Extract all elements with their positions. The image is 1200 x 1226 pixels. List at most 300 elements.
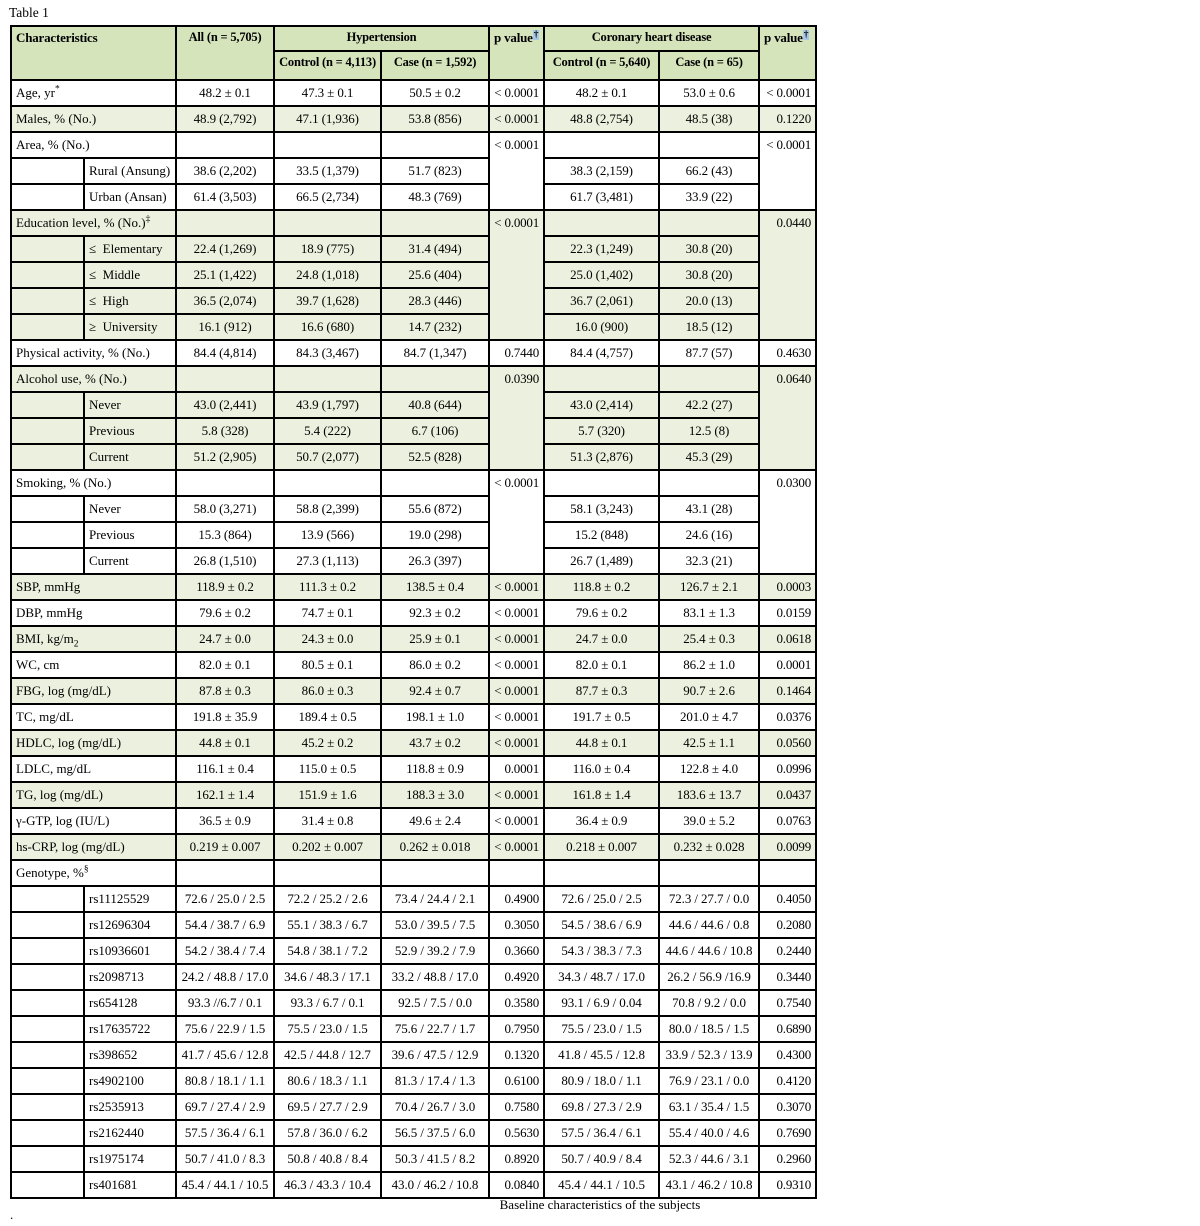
value-cell: 14.7 (232)	[381, 314, 489, 340]
value-cell: 70.4 / 26.7 / 3.0	[381, 1094, 489, 1120]
p-value-cell: 0.0001	[759, 652, 816, 678]
p-value-cell: 0.9310	[759, 1172, 816, 1198]
value-cell: 188.3 ± 3.0	[381, 782, 489, 808]
row-label	[84, 1146, 176, 1172]
table-row	[11, 990, 816, 1016]
value-cell	[659, 470, 759, 496]
value-cell: 45.4 / 44.1 / 10.5	[544, 1172, 659, 1198]
value-cell: 126.7 ± 2.1	[659, 574, 759, 600]
p-value-cell: < 0.0001	[489, 574, 544, 600]
row-label	[11, 132, 176, 158]
value-cell: 33.9 (22)	[659, 184, 759, 210]
value-cell: 30.8 (20)	[659, 262, 759, 288]
row-label-text: LDLC, mg/dL	[16, 761, 92, 776]
indent-cell	[11, 938, 84, 964]
value-cell: 40.8 (644)	[381, 392, 489, 418]
row-label-text: rs2162440	[89, 1125, 144, 1140]
value-cell: 75.5 / 23.0 / 1.5	[544, 1016, 659, 1042]
p-value-cell: < 0.0001	[489, 782, 544, 808]
value-cell: 86.0 ± 0.3	[274, 678, 381, 704]
p-value-cell	[759, 860, 816, 886]
row-label-text: rs2535913	[89, 1099, 144, 1114]
value-cell: 53.8 (856)	[381, 106, 489, 132]
value-cell: 38.3 (2,159)	[544, 158, 659, 184]
value-cell: 118.8 ± 0.9	[381, 756, 489, 782]
p-value-cell: 0.1220	[759, 106, 816, 132]
value-cell: 42.5 / 44.8 / 12.7	[274, 1042, 381, 1068]
p-value-cell: < 0.0001	[489, 678, 544, 704]
value-cell: 45.3 (29)	[659, 444, 759, 470]
value-cell: 48.2 ± 0.1	[544, 80, 659, 106]
value-cell: 5.4 (222)	[274, 418, 381, 444]
value-cell: 191.8 ± 35.9	[176, 704, 274, 730]
value-cell: 183.6 ± 13.7	[659, 782, 759, 808]
value-cell: 50.3 / 41.5 / 8.2	[381, 1146, 489, 1172]
p-value-cell: < 0.0001	[489, 80, 544, 106]
value-cell: 39.0 ± 5.2	[659, 808, 759, 834]
value-cell: 43.1 (28)	[659, 496, 759, 522]
value-cell: 6.7 (106)	[381, 418, 489, 444]
indent-cell	[11, 158, 84, 184]
value-cell: 66.2 (43)	[659, 158, 759, 184]
value-cell: 53.0 ± 0.6	[659, 80, 759, 106]
indent-cell	[11, 1146, 84, 1172]
value-cell: 24.2 / 48.8 / 17.0	[176, 964, 274, 990]
value-cell: 45.4 / 44.1 / 10.5	[176, 1172, 274, 1198]
indent-cell	[11, 1068, 84, 1094]
value-cell: 72.6 / 25.0 / 2.5	[176, 886, 274, 912]
col-header-chd-control: Control (n = 5,640)	[544, 51, 659, 80]
value-cell: 36.7 (2,061)	[544, 288, 659, 314]
p-value-label: p value	[494, 30, 533, 45]
col-header-all: All (n = 5,705)	[176, 26, 274, 80]
value-cell	[544, 366, 659, 392]
row-label	[11, 340, 176, 366]
value-cell: 53.0 / 39.5 / 7.5	[381, 912, 489, 938]
table-row	[11, 496, 816, 522]
table-row	[11, 782, 816, 808]
row-label-text: rs11125529	[89, 891, 150, 906]
value-cell	[274, 470, 381, 496]
value-cell: 79.6 ± 0.2	[176, 600, 274, 626]
row-label	[84, 886, 176, 912]
value-cell: 52.3 / 44.6 / 3.1	[659, 1146, 759, 1172]
row-label-text: hs-CRP, log (mg/dL)	[16, 839, 125, 854]
p-value-cell: < 0.0001	[489, 106, 544, 132]
value-cell: 32.3 (21)	[659, 548, 759, 574]
p-value-cell: 0.2960	[759, 1146, 816, 1172]
row-label	[84, 392, 176, 418]
table-row	[11, 574, 816, 600]
value-cell: 50.7 (2,077)	[274, 444, 381, 470]
row-label	[11, 574, 176, 600]
value-cell: 82.0 ± 0.1	[176, 652, 274, 678]
col-header-hypertension: Hypertension	[274, 26, 489, 51]
row-label-text: Urban (Ansan)	[89, 189, 167, 204]
row-label-text: rs10936601	[89, 943, 151, 958]
table-row	[11, 392, 816, 418]
row-label	[11, 704, 176, 730]
p-value-cell: < 0.0001	[489, 652, 544, 678]
row-label	[11, 730, 176, 756]
value-cell: 12.5 (8)	[659, 418, 759, 444]
value-cell: 80.0 / 18.5 / 1.5	[659, 1016, 759, 1042]
table-row	[11, 860, 816, 886]
value-cell: 55.1 / 38.3 / 6.7	[274, 912, 381, 938]
table-row	[11, 132, 816, 158]
value-cell: 151.9 ± 1.6	[274, 782, 381, 808]
value-cell	[176, 132, 274, 158]
value-cell: 93.3 //6.7 / 0.1	[176, 990, 274, 1016]
table-row	[11, 366, 816, 392]
value-cell: 47.3 ± 0.1	[274, 80, 381, 106]
table-row	[11, 756, 816, 782]
value-cell: 41.8 / 45.5 / 12.8	[544, 1042, 659, 1068]
table-row	[11, 886, 816, 912]
value-cell: 118.9 ± 0.2	[176, 574, 274, 600]
row-label	[84, 496, 176, 522]
value-cell	[544, 132, 659, 158]
value-cell: 44.8 ± 0.1	[176, 730, 274, 756]
p-value-cell: 0.7690	[759, 1120, 816, 1146]
value-cell: 43.9 (1,797)	[274, 392, 381, 418]
indent-cell	[11, 1094, 84, 1120]
p-value-cell: 0.3580	[489, 990, 544, 1016]
value-cell: 72.6 / 25.0 / 2.5	[544, 886, 659, 912]
value-cell: 39.6 / 47.5 / 12.9	[381, 1042, 489, 1068]
row-label	[84, 912, 176, 938]
value-cell: 43.7 ± 0.2	[381, 730, 489, 756]
value-cell	[659, 366, 759, 392]
value-cell: 48.5 (38)	[659, 106, 759, 132]
p-value-cell: 0.0840	[489, 1172, 544, 1198]
p-value-cell: 0.0376	[759, 704, 816, 730]
indent-cell	[11, 184, 84, 210]
value-cell: 25.4 ± 0.3	[659, 626, 759, 652]
value-cell: 84.7 (1,347)	[381, 340, 489, 366]
value-cell: 87.7 (57)	[659, 340, 759, 366]
row-label-text: rs1975174	[89, 1151, 144, 1166]
row-label	[11, 626, 176, 652]
table-row	[11, 1016, 816, 1042]
value-cell: 92.5 / 7.5 / 0.0	[381, 990, 489, 1016]
row-label	[84, 1042, 176, 1068]
row-label	[84, 236, 176, 262]
row-label-text: rs4902100	[89, 1073, 144, 1088]
value-cell: 54.2 / 38.4 / 7.4	[176, 938, 274, 964]
row-label-text: rs2098713	[89, 969, 144, 984]
row-label	[11, 80, 176, 106]
value-cell: 87.8 ± 0.3	[176, 678, 274, 704]
value-cell: 111.3 ± 0.2	[274, 574, 381, 600]
value-cell: 86.0 ± 0.2	[381, 652, 489, 678]
value-cell: 0.202 ± 0.007	[274, 834, 381, 860]
value-cell	[274, 132, 381, 158]
value-cell: 50.7 / 41.0 / 8.3	[176, 1146, 274, 1172]
row-label-text: rs401681	[89, 1177, 138, 1192]
value-cell: 26.3 (397)	[381, 548, 489, 574]
p-value-cell: 0.2080	[759, 912, 816, 938]
value-cell: 13.9 (566)	[274, 522, 381, 548]
value-cell: 56.5 / 37.5 / 6.0	[381, 1120, 489, 1146]
value-cell: 69.5 / 27.7 / 2.9	[274, 1094, 381, 1120]
row-label	[11, 600, 176, 626]
row-label	[84, 444, 176, 470]
row-label	[11, 106, 176, 132]
table-header	[11, 26, 816, 80]
row-label-text: ≤ Middle	[89, 267, 141, 282]
p-value-cell: < 0.0001	[489, 600, 544, 626]
value-cell: 201.0 ± 4.7	[659, 704, 759, 730]
table-row	[11, 288, 816, 314]
indent-cell	[11, 990, 84, 1016]
p-value-cell: 0.0618	[759, 626, 816, 652]
value-cell: 69.8 / 27.3 / 2.9	[544, 1094, 659, 1120]
value-cell: 57.5 / 36.4 / 6.1	[176, 1120, 274, 1146]
value-cell: 61.7 (3,481)	[544, 184, 659, 210]
indent-cell	[11, 522, 84, 548]
value-cell	[659, 860, 759, 886]
p-value-cell: 0.4920	[489, 964, 544, 990]
value-cell: 43.0 (2,414)	[544, 392, 659, 418]
value-cell: 161.8 ± 1.4	[544, 782, 659, 808]
value-cell: 75.5 / 23.0 / 1.5	[274, 1016, 381, 1042]
value-cell: 39.7 (1,628)	[274, 288, 381, 314]
value-cell: 15.2 (848)	[544, 522, 659, 548]
value-cell: 41.7 / 45.6 / 12.8	[176, 1042, 274, 1068]
value-cell: 33.5 (1,379)	[274, 158, 381, 184]
table-caption: Baseline characteristics of the subjects	[499, 1197, 701, 1212]
value-cell: 70.8 / 9.2 / 0.0	[659, 990, 759, 1016]
value-cell: 24.3 ± 0.0	[274, 626, 381, 652]
value-cell: 191.7 ± 0.5	[544, 704, 659, 730]
indent-cell	[11, 288, 84, 314]
value-cell	[381, 210, 489, 236]
row-label	[84, 522, 176, 548]
value-cell: 16.6 (680)	[274, 314, 381, 340]
value-cell: 42.2 (27)	[659, 392, 759, 418]
p-value-cell: 0.4900	[489, 886, 544, 912]
value-cell: 116.0 ± 0.4	[544, 756, 659, 782]
value-cell: 50.8 / 40.8 / 8.4	[274, 1146, 381, 1172]
table-row	[11, 522, 816, 548]
indent-cell	[11, 392, 84, 418]
header-row-1	[11, 26, 816, 51]
value-cell	[176, 470, 274, 496]
value-cell: 48.2 ± 0.1	[176, 80, 274, 106]
p-value-cell: 0.2440	[759, 938, 816, 964]
value-cell: 73.4 / 24.4 / 2.1	[381, 886, 489, 912]
value-cell: 5.8 (328)	[176, 418, 274, 444]
value-cell: 54.8 / 38.1 / 7.2	[274, 938, 381, 964]
value-cell	[381, 132, 489, 158]
value-cell: 84.4 (4,757)	[544, 340, 659, 366]
p-value-cell: < 0.0001	[489, 132, 544, 210]
table-row	[11, 184, 816, 210]
value-cell: 43.0 / 46.2 / 10.8	[381, 1172, 489, 1198]
value-cell: 138.5 ± 0.4	[381, 574, 489, 600]
row-label	[84, 1016, 176, 1042]
indent-cell	[11, 314, 84, 340]
value-cell: 93.1 / 6.9 / 0.04	[544, 990, 659, 1016]
indent-cell	[11, 912, 84, 938]
p-value-cell: < 0.0001	[489, 470, 544, 574]
value-cell: 48.8 (2,754)	[544, 106, 659, 132]
value-cell: 44.6 / 44.6 / 10.8	[659, 938, 759, 964]
p-value-cell: 0.7540	[759, 990, 816, 1016]
value-cell	[274, 210, 381, 236]
col-header-ht-case: Case (n = 1,592)	[381, 51, 489, 80]
value-cell: 34.3 / 48.7 / 17.0	[544, 964, 659, 990]
row-label	[11, 678, 176, 704]
table-row	[11, 938, 816, 964]
value-cell: 92.3 ± 0.2	[381, 600, 489, 626]
p-value-cell: 0.4050	[759, 886, 816, 912]
value-cell: 26.8 (1,510)	[176, 548, 274, 574]
row-label-text: rs12696304	[89, 917, 151, 932]
value-cell: 45.2 ± 0.2	[274, 730, 381, 756]
table-row	[11, 834, 816, 860]
table-row	[11, 210, 816, 236]
row-label-text: Education level, % (No.)	[16, 215, 146, 230]
row-label-text: Previous	[89, 423, 135, 438]
indent-cell	[11, 1016, 84, 1042]
p-value-cell: < 0.0001	[489, 626, 544, 652]
p-value-cell: 0.7580	[489, 1094, 544, 1120]
row-label-text: γ-GTP, log (IU/L)	[16, 813, 110, 828]
value-cell: 0.218 ± 0.007	[544, 834, 659, 860]
indent-cell	[11, 496, 84, 522]
p-value-cell: < 0.0001	[759, 80, 816, 106]
value-cell: 61.4 (3,503)	[176, 184, 274, 210]
indent-cell	[11, 1172, 84, 1198]
value-cell	[176, 860, 274, 886]
row-label-subscript: 2	[73, 639, 79, 650]
p-value-cell: 0.0300	[759, 470, 816, 574]
value-cell: 115.0 ± 0.5	[274, 756, 381, 782]
value-cell: 75.6 / 22.7 / 1.7	[381, 1016, 489, 1042]
value-cell: 63.1 / 35.4 / 1.5	[659, 1094, 759, 1120]
p-value-cell: 0.0003	[759, 574, 816, 600]
p-value-cell: 0.3070	[759, 1094, 816, 1120]
value-cell: 48.9 (2,792)	[176, 106, 274, 132]
trailing-period: .	[10, 1207, 14, 1222]
value-cell: 43.0 (2,441)	[176, 392, 274, 418]
table-row	[11, 1146, 816, 1172]
p-value-cell: 0.1464	[759, 678, 816, 704]
value-cell: 28.3 (446)	[381, 288, 489, 314]
value-cell	[381, 470, 489, 496]
value-cell: 44.6 / 44.6 / 0.8	[659, 912, 759, 938]
p-value-cell: 0.0440	[759, 210, 816, 340]
row-label-text: ≤ Elementary	[89, 241, 163, 256]
value-cell: 42.5 ± 1.1	[659, 730, 759, 756]
value-cell: 66.5 (2,734)	[274, 184, 381, 210]
table-row	[11, 158, 816, 184]
p-value-cell: 0.1320	[489, 1042, 544, 1068]
table-row	[11, 340, 816, 366]
p-value-cell: 0.3660	[489, 938, 544, 964]
indent-cell	[11, 444, 84, 470]
value-cell: 92.4 ± 0.7	[381, 678, 489, 704]
value-cell: 55.6 (872)	[381, 496, 489, 522]
table-row	[11, 444, 816, 470]
p-value-cell: 0.7950	[489, 1016, 544, 1042]
row-label-text: rs398652	[89, 1047, 138, 1062]
value-cell: 24.7 ± 0.0	[544, 626, 659, 652]
value-cell: 69.7 / 27.4 / 2.9	[176, 1094, 274, 1120]
value-cell: 5.7 (320)	[544, 418, 659, 444]
row-label	[84, 158, 176, 184]
value-cell	[381, 860, 489, 886]
value-cell: 57.8 / 36.0 / 6.2	[274, 1120, 381, 1146]
value-cell: 54.4 / 38.7 / 6.9	[176, 912, 274, 938]
value-cell	[544, 470, 659, 496]
table-row	[11, 470, 816, 496]
p-value-cell: 0.6100	[489, 1068, 544, 1094]
p-value-cell: < 0.0001	[489, 210, 544, 340]
value-cell: 54.3 / 38.3 / 7.3	[544, 938, 659, 964]
row-label	[84, 1120, 176, 1146]
value-cell: 84.4 (4,814)	[176, 340, 274, 366]
row-label-text: DBP, mmHg	[16, 605, 83, 620]
value-cell: 51.3 (2,876)	[544, 444, 659, 470]
p-value-cell: 0.0437	[759, 782, 816, 808]
value-cell: 52.5 (828)	[381, 444, 489, 470]
p-value-cell: < 0.0001	[489, 730, 544, 756]
p-value-cell: 0.7440	[489, 340, 544, 366]
value-cell: 22.4 (1,269)	[176, 236, 274, 262]
value-cell: 55.4 / 40.0 / 4.6	[659, 1120, 759, 1146]
indent-cell	[11, 548, 84, 574]
table-body	[11, 80, 816, 1198]
value-cell: 51.7 (823)	[381, 158, 489, 184]
value-cell: 80.8 / 18.1 / 1.1	[176, 1068, 274, 1094]
table-row	[11, 314, 816, 340]
value-cell: 16.0 (900)	[544, 314, 659, 340]
value-cell: 18.9 (775)	[274, 236, 381, 262]
row-label	[84, 418, 176, 444]
p-value-cell: 0.0390	[489, 366, 544, 470]
p-value-cell: 0.4300	[759, 1042, 816, 1068]
indent-cell	[11, 886, 84, 912]
value-cell: 36.4 ± 0.9	[544, 808, 659, 834]
value-cell	[274, 366, 381, 392]
p-value-cell: 0.5630	[489, 1120, 544, 1146]
value-cell: 26.2 / 56.9 /16.9	[659, 964, 759, 990]
indent-cell	[11, 418, 84, 444]
value-cell: 80.5 ± 0.1	[274, 652, 381, 678]
row-label-text: ≥ University	[89, 319, 158, 334]
p-value-cell: 0.6890	[759, 1016, 816, 1042]
value-cell: 198.1 ± 1.0	[381, 704, 489, 730]
value-cell: 80.9 / 18.0 / 1.1	[544, 1068, 659, 1094]
value-cell: 33.9 / 52.3 / 13.9	[659, 1042, 759, 1068]
col-header-p-value-2	[759, 26, 816, 80]
value-cell: 162.1 ± 1.4	[176, 782, 274, 808]
table-row	[11, 106, 816, 132]
indent-cell	[11, 964, 84, 990]
row-label	[11, 210, 176, 236]
indent-cell	[11, 236, 84, 262]
p-value-cell: 0.4630	[759, 340, 816, 366]
p-value-cell: 0.8920	[489, 1146, 544, 1172]
value-cell: 31.4 ± 0.8	[274, 808, 381, 834]
table-row	[11, 808, 816, 834]
value-cell: 24.8 (1,018)	[274, 262, 381, 288]
value-cell: 44.8 ± 0.1	[544, 730, 659, 756]
value-cell: 31.4 (494)	[381, 236, 489, 262]
